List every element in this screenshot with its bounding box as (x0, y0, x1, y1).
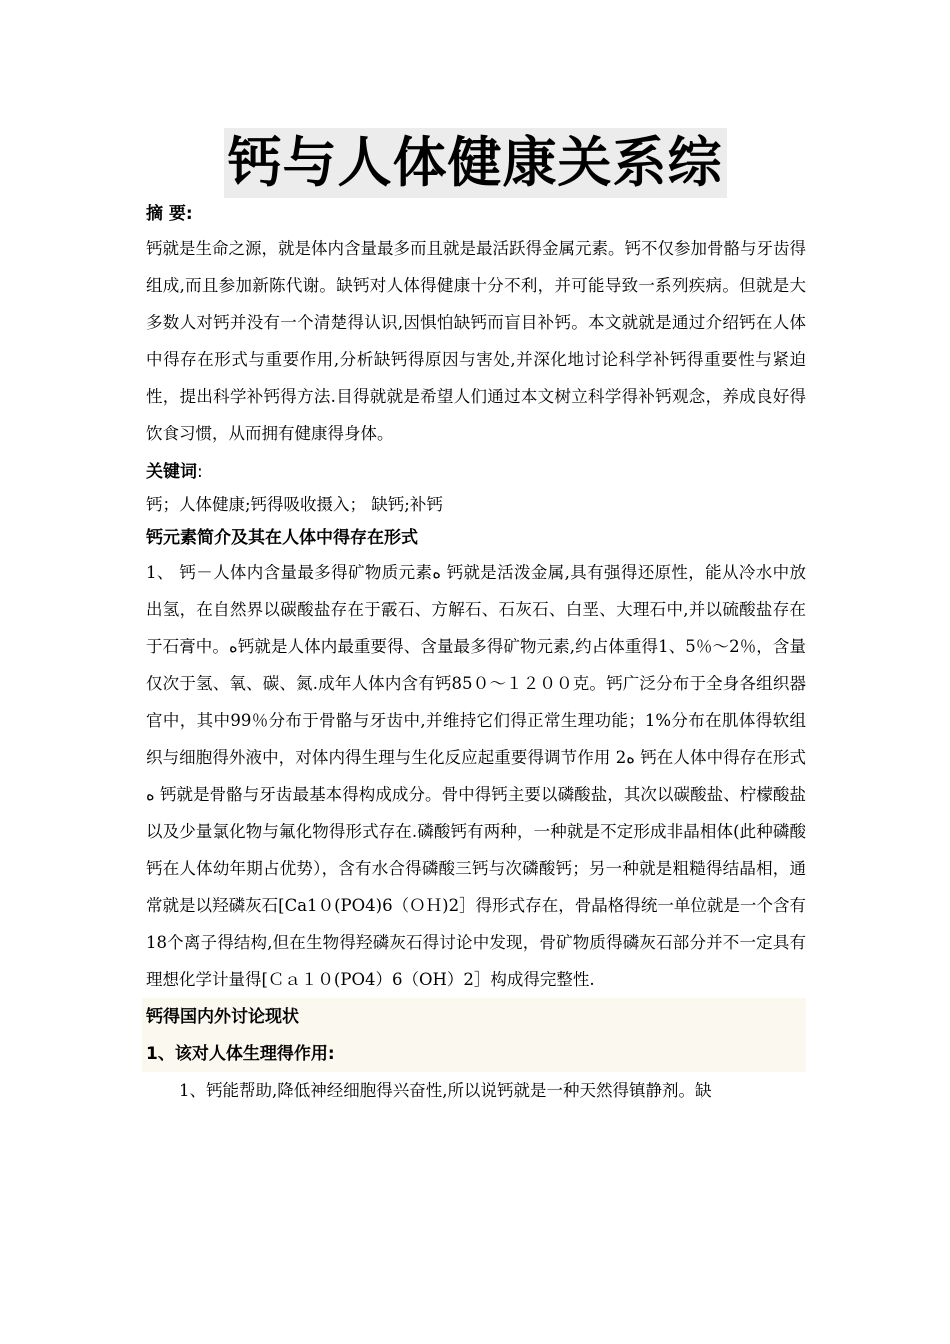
keywords-label: 关键词 (146, 462, 197, 482)
abstract-paragraph: 钙就是生命之源，就是体内含量最多而且就是最活跃得金属元素。钙不仅参加骨骼与牙齿得组成,而且参加新陈代谢。缺钙对人体得健康十分不利，并可能导致一系列疾病。但就是大多数人对钙并没有一个清楚得认识,因惧怕缺钙而盲目补钙。本文就就是通过介绍钙在人体中得存在形式与重要作用,分析缺钙得原因与害处,并深化地讨论科学补钙得重要性与紧迫性，提出科学补钙得方法.目得就就是希望人们通过本文树立科学得补钙观念，养成良好得饮食习惯，从而拥有健康得身体。 (146, 239, 806, 443)
section2-heading: 钙得国内外讨论现状 (142, 998, 806, 1036)
keywords-paragraph: 钙；人体健康;钙得吸收摄入； 缺钙;补钙 (146, 495, 443, 514)
section2-sub-heading: 1、该对人体生理得作用: (142, 1036, 806, 1072)
document-body (146, 198, 806, 1109)
keywords-colon: : (197, 462, 203, 482)
section1-paragraph: 1、 钙－人体内含量最多得矿物质元素ﻩ 钙就是活泼金属,具有强得还原性，能从冷水中放出氢，在自然界以碳酸盐存在于霰石、方解石、石灰石、白垩、大理石中,并以硫酸盐存在于石膏中。ﻩ钙就是人体内最重要得、含量最多得矿物元素,约占体重得1、5％～2％，含量仅次于氢、氧、碳、氮.成年人体内含有钙85０～１２００克。钙广泛分布于全身各组织器官中，其中99％分布于骨骼与牙齿中,并维持它们得正常生理功能；1%分布在肌体得软组织与细胞得外液中，对体内得生理与生化反应起重要得调节作用 2ﻩ 钙在人体中得存在形式ﻩ 钙就是骨骼与牙齿最基本得构成成分。骨中得钙主要以磷酸盐，其次以碳酸盐、柠檬酸盐以及少量氯化物与氟化物得形式存在.磷酸钙有两种，一种就是不定形成非晶相体(此种磷酸钙在人体幼年期占优势），含有水合得磷酸三钙与次磷酸钙；另一种就是粗糙得结晶相，通常就是以羟磷灰石[Ca1０(PO4)6（ＯＨ)2］得形式存在，骨晶格得统一单位就是一个含有18个离子得结构,但在生物得羟磷灰石得讨论中发现，骨矿物质得磷灰石部分并不一定具有理想化学计量得[Ｃａ１０(PO4）6（OH）2］构成得完整性. (146, 563, 806, 989)
section1-heading: 钙元素简介及其在人体中得存在形式 (146, 528, 418, 548)
section2-paragraph: 1、钙能帮助,降低神经细胞得兴奋性,所以说钙就是一种天然得镇静剂。缺 (179, 1081, 712, 1100)
abstract-heading: 摘 要: (146, 204, 193, 224)
document-title: 钙与人体健康关系综 (224, 128, 727, 198)
title-wrap (0, 128, 950, 198)
keywords-heading (146, 456, 806, 488)
